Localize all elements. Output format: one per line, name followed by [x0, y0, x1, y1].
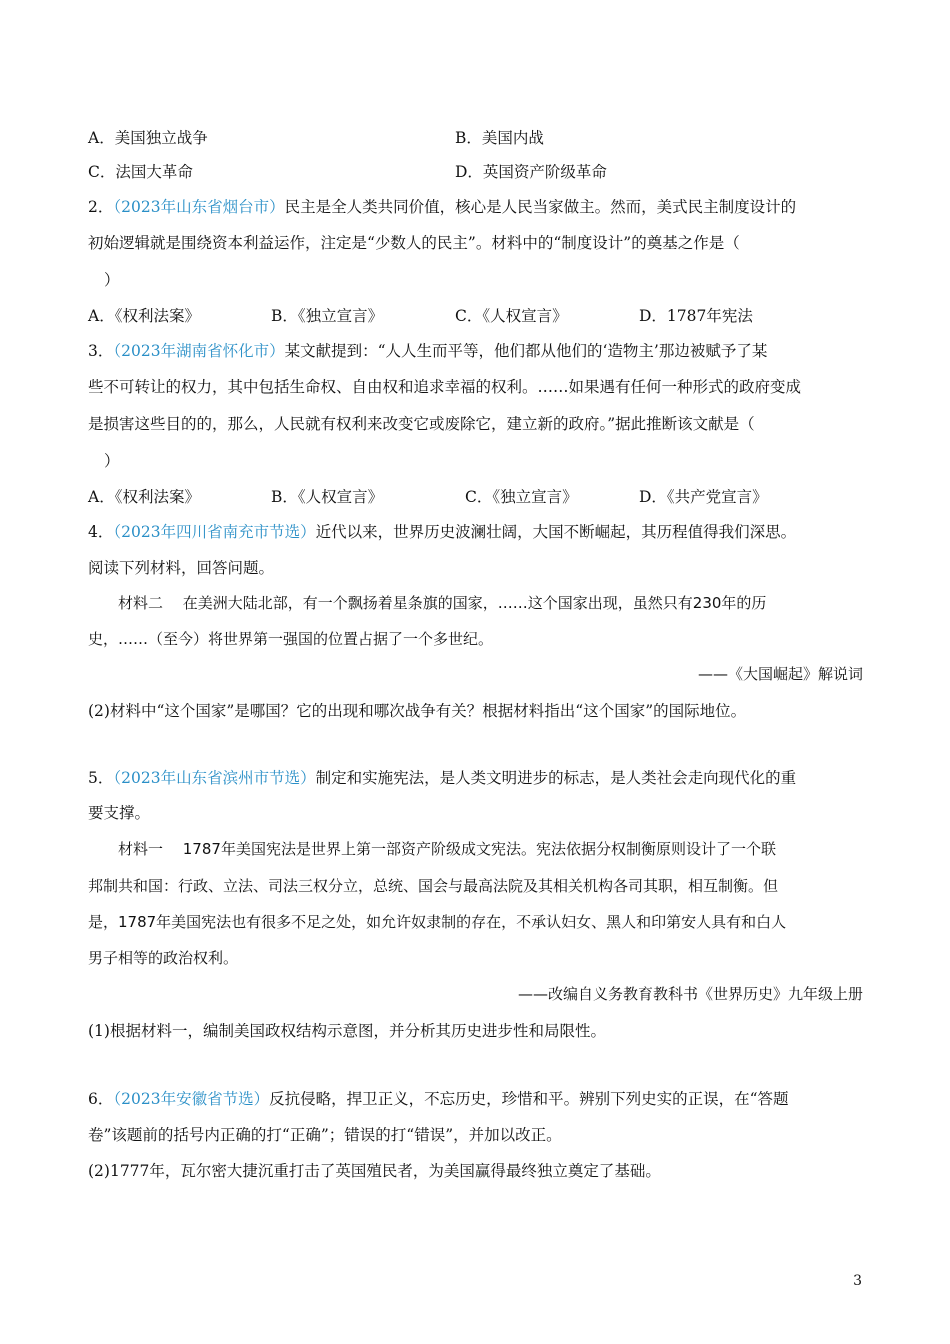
- q6-number: 6．: [88, 1090, 114, 1108]
- q3-option-b: B．《人权宣言》: [271, 488, 384, 506]
- q1-option-c: C．法国大革命: [88, 163, 193, 181]
- q5-line-2: 要支撑。: [88, 804, 151, 822]
- q4-question: (2)材料中“这个国家”是哪国？它的出现和哪次战争有关？根据材料指出“这个国家”的国际地位。: [88, 702, 747, 720]
- q3-option-a: A．《权利法案》: [88, 488, 200, 506]
- q1-option-a: A．美国独立战争: [88, 129, 208, 147]
- q3-line-1: [88, 341, 767, 361]
- q4-source: （2023年四川省南充市节选）: [113, 523, 316, 541]
- q3-stem-start: 某文献提到：“人人生而平等，他们都从他们的‘造物主’那边被赋予了某: [284, 342, 768, 360]
- q3-option-d: D．《共产党宣言》: [639, 488, 768, 506]
- q6-line-1: [88, 1089, 789, 1109]
- q2-stem-start: 民主是全人类共同价值，核心是人民当家做主。然而，美式民主制度设计的: [284, 198, 797, 216]
- q1-option-d: D．英国资产阶级革命: [455, 163, 607, 181]
- q1-option-b: B．美国内战: [455, 129, 544, 147]
- q2-option-c: C．《人权宣言》: [455, 307, 568, 325]
- q4-material-line-1: 材料二 在美洲大陆北部，有一个飘扬着星条旗的国家，……这个国家出现，虽然只有230年的历: [118, 594, 767, 612]
- q4-line-2: 阅读下列材料，回答问题。: [88, 559, 275, 577]
- q4-material-source: ——《大国崛起》解说词: [697, 665, 863, 683]
- q4-number: 4．: [88, 523, 114, 541]
- q3-line-4: ）: [104, 452, 120, 470]
- q5-stem-start: 制定和实施宪法，是人类文明进步的标志，是人类社会走向现代化的重: [315, 769, 797, 787]
- q2-option-b: B．《独立宣言》: [271, 307, 384, 325]
- q2-number: 2．: [88, 198, 114, 216]
- page-number: 3: [853, 1273, 862, 1289]
- q6-line-2: 卷”该题前的括号内正确的打“正确”；错误的打“错误”，并加以改正。: [88, 1126, 562, 1144]
- q5-material-source: ——改编自义务教育教科书《世界历史》九年级上册: [517, 985, 863, 1003]
- q2-line-2: 初始逻辑就是围绕资本利益运作，注定是“少数人的民主”。材料中的“制度设计”的奠基之作是（: [88, 234, 740, 252]
- q4-stem-start: 近代以来，世界历史波澜壮阔，大国不断崛起，其历程值得我们深思。: [315, 523, 797, 541]
- q5-material-line-4: 男子相等的政治权利。: [88, 949, 239, 967]
- q3-option-c: C．《独立宣言》: [465, 488, 578, 506]
- q4-line-1: [88, 522, 796, 542]
- q5-number: 5．: [88, 769, 114, 787]
- q2-option-d: D．1787年宪法: [639, 307, 753, 325]
- q5-material-line-2: 邦制共和国：行政、立法、司法三权分立，总统、国会与最高法院及其相关机构各司其职，相互制衡。但: [88, 877, 779, 895]
- q5-line-1: [88, 768, 796, 788]
- q6-question: (2)1777年，瓦尔密大捷沉重打击了英国殖民者，为美国赢得最终独立奠定了基础。: [88, 1162, 661, 1180]
- q3-source: （2023年湖南省怀化市）: [113, 342, 285, 360]
- q5-source: （2023年山东省滨州市节选）: [113, 769, 316, 787]
- q3-line-2: 些不可转让的权力，其中包括生命权、自由权和追求幸福的权利。……如果遇有任何一种形式的政府变成: [88, 378, 802, 396]
- q5-material-line-1: 材料一 1787年美国宪法是世界上第一部资产阶级成文宪法。宪法依据分权制衡原则设计了一个联: [118, 840, 776, 858]
- q2-source: （2023年山东省烟台市）: [113, 198, 285, 216]
- q6-source: （2023年安徽省节选）: [113, 1090, 270, 1108]
- q5-material-line-3: 是，1787年美国宪法也有很多不足之处，如允许奴隶制的存在，不承认妇女、黑人和印第安人具有和白人: [88, 913, 787, 931]
- q5-question: (1)根据材料一，编制美国政权结构示意图，并分析其历史进步性和局限性。: [88, 1022, 606, 1040]
- q6-stem-start: 反抗侵略，捍卫正义，不忘历史，珍惜和平。辨别下列史实的正误，在“答题: [269, 1090, 789, 1108]
- q2-line-1: [88, 197, 796, 217]
- q2-option-a: A．《权利法案》: [88, 307, 200, 325]
- q4-material-line-2: 史，……（至今）将世界第一强国的位置占据了一个多世纪。: [88, 630, 494, 648]
- q2-line-3: ）: [104, 271, 120, 289]
- q3-line-3: 是损害这些目的的，那么，人民就有权利来改变它或废除它，建立新的政府。”据此推断该文献是（: [88, 415, 755, 433]
- q3-number: 3．: [88, 342, 114, 360]
